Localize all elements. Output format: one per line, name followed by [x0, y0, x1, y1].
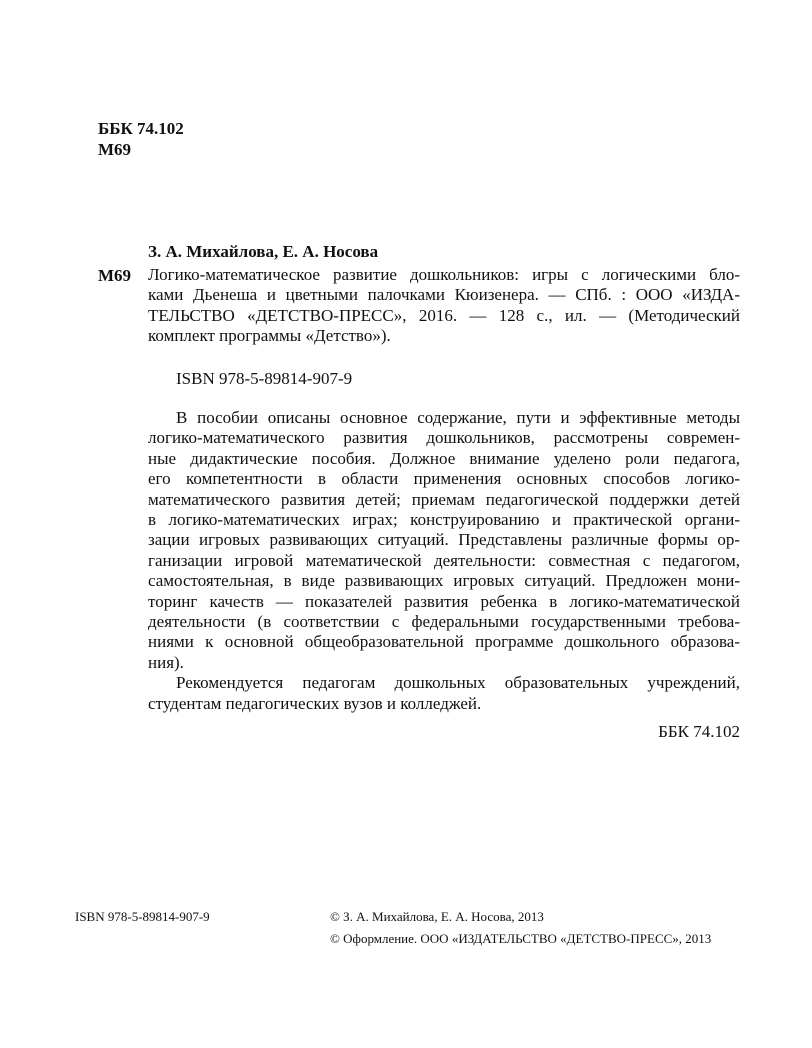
abstract-line: Рекомендуется педагогам дошкольных образовательных учреждений, [176, 673, 740, 693]
footer-copyright [330, 906, 711, 950]
bib-line: ТЕЛЬСТВО «ДЕТСТВО-ПРЕСС», 2016. — 128 с., ил. — (Методический [148, 305, 740, 325]
author-sign-side: М69 [98, 266, 132, 285]
bbk-index: ББК 74.102 [98, 119, 184, 138]
abstract-line: ные дидактические пособия. Должное внимание уделено роли педагога, [148, 448, 740, 468]
abstract-line: его компетентности в области применения основных способов логико- [148, 469, 740, 489]
abstract-line: логико-математического развития дошкольников, рассмотрены современ- [148, 428, 740, 448]
copyright-authors: © З. А. Михайлова, Е. А. Носова, 2013 [330, 909, 544, 924]
author-sign: М69 [98, 140, 132, 159]
abstract-line: в логико-математических играх; конструированию и практической органи- [148, 510, 740, 530]
abstract [148, 408, 740, 714]
abstract-line: ния). [148, 652, 184, 672]
abstract-line: ганизации игровой математической деятельности: совместная с педагогом, [148, 550, 740, 570]
abstract-line: В пособии описаны основное содержание, пути и эффективные методы [176, 408, 740, 427]
bib-line: ками Дьенеша и цветными палочками Кюизенера. — СПб. : ООО «ИЗДА- [148, 285, 740, 305]
bibliographic-description [148, 265, 740, 347]
abstract-line: деятельности (в соответствии с федеральными государственными требова- [148, 612, 740, 632]
bib-line: Логико-математическое развитие дошкольников: игры с логическими бло- [148, 265, 740, 284]
abstract-line: ниями к основной общеобразовательной программе дошкольного образова- [148, 632, 740, 652]
abstract-line: студентам педагогических вузов и колледжей. [148, 693, 482, 713]
classification-header [98, 118, 184, 160]
bib-line: комплект программы «Детство»). [148, 326, 391, 346]
footer-isbn: ISBN 978-5-89814-907-9 [75, 909, 210, 924]
copyright-design: © Оформление. ООО «ИЗДАТЕЛЬСТВО «ДЕТСТВО-ПРЕСС», 2013 [330, 931, 712, 946]
authors: З. А. Михайлова, Е. А. Носова [148, 242, 379, 261]
abstract-line: торинг качеств — показателей развития ребенка в логико-математической [148, 591, 740, 611]
bbk-index-bottom: ББК 74.102 [658, 722, 740, 741]
abstract-line: самостоятельная, в виде развивающих игровых ситуаций. Предложен мони- [148, 571, 740, 591]
abstract-line: зации игровых развивающих ситуаций. Представлены различные формы ор- [148, 530, 740, 550]
abstract-line: математического развития детей; приемам педагогической поддержки детей [148, 489, 740, 509]
isbn: ISBN 978-5-89814-907-9 [176, 369, 353, 388]
